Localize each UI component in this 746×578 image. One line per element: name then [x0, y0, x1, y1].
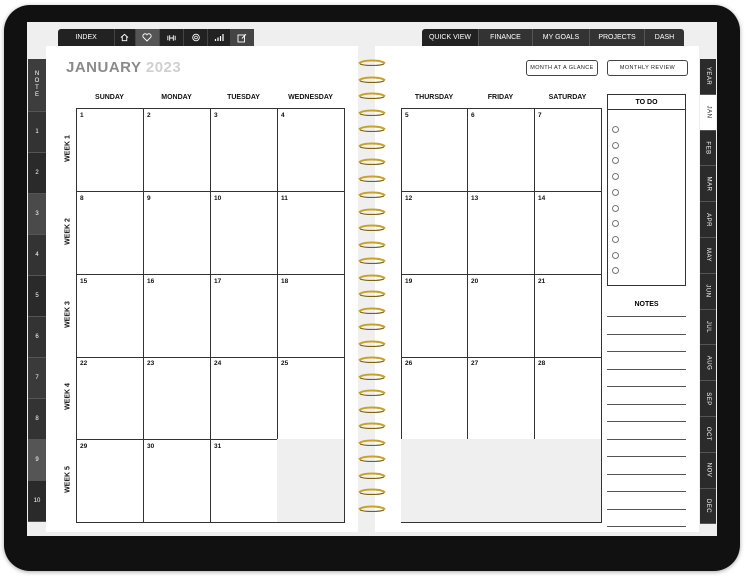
section-tab-4[interactable]: 4	[28, 235, 46, 276]
week-label: WEEK 5	[64, 465, 72, 493]
month-tab-label: NOV	[704, 462, 711, 478]
nav-tab-projects[interactable]: PROJECTS	[590, 29, 645, 46]
note-tab-letter: E	[34, 92, 39, 98]
year-label: 2023	[145, 59, 182, 76]
month-tab-mar[interactable]	[700, 166, 716, 202]
day-number: 27	[471, 360, 479, 367]
day-header-friday: FRIDAY	[487, 94, 514, 101]
day-number: 8	[80, 195, 84, 202]
day-number: 1	[80, 112, 84, 119]
day-cell[interactable]	[401, 108, 468, 192]
nav-tab-quick-view[interactable]: QUICK VIEW	[422, 29, 479, 46]
day-number: 25	[281, 360, 289, 367]
todo-checkbox[interactable]	[612, 142, 619, 149]
day-number: 2	[147, 112, 151, 119]
day-number: 10	[214, 195, 222, 202]
week-label: WEEK 1	[64, 134, 72, 162]
day-number: 13	[471, 195, 479, 202]
week-label: WEEK 4	[64, 382, 72, 410]
edit-note-icon	[237, 33, 247, 43]
day-cell[interactable]	[76, 439, 144, 523]
spiral-ring	[357, 268, 387, 275]
spiral-ring	[357, 284, 387, 291]
day-number: 29	[80, 443, 88, 450]
section-tab-5[interactable]: 5	[28, 276, 46, 317]
day-cell[interactable]	[534, 274, 602, 358]
heart-icon	[142, 33, 152, 42]
month-tab-feb[interactable]	[700, 131, 716, 167]
month-tab-dec[interactable]	[700, 489, 716, 525]
todo-checkbox[interactable]	[612, 205, 619, 212]
spiral-ring	[357, 367, 387, 374]
month-tab-jul[interactable]	[700, 310, 716, 346]
day-header-tuesday: TUESDAY	[227, 94, 260, 101]
note-tab-letter: O	[34, 78, 40, 84]
month-title	[66, 59, 181, 76]
todo-checkbox[interactable]	[612, 157, 619, 164]
day-number: 17	[214, 278, 222, 285]
day-number: 7	[538, 112, 542, 119]
dumbbell-icon	[166, 34, 177, 42]
todo-checkbox[interactable]	[612, 189, 619, 196]
month-tab-aug[interactable]	[700, 345, 716, 381]
spiral-ring	[357, 235, 387, 242]
month-tab-sep[interactable]	[700, 381, 716, 417]
section-tab-10[interactable]: 10	[28, 481, 46, 522]
spiral-ring	[357, 482, 387, 489]
meal-icon	[191, 33, 201, 42]
todo-checkbox[interactable]	[612, 236, 619, 243]
bar-chart-icon	[214, 33, 224, 42]
day-cell[interactable]	[277, 274, 345, 358]
day-number: 24	[214, 360, 222, 367]
month-tab-oct[interactable]	[700, 417, 716, 453]
day-cell[interactable]	[401, 439, 468, 523]
monthly-review-button[interactable]: MONTHLY REVIEW	[607, 60, 688, 76]
month-tab-label: JUL	[704, 320, 711, 334]
day-number: 18	[281, 278, 289, 285]
day-cell[interactable]	[467, 191, 535, 275]
day-cell[interactable]	[534, 108, 602, 192]
day-number: 30	[147, 443, 155, 450]
day-cell[interactable]	[277, 439, 345, 523]
spiral-ring	[357, 383, 387, 390]
day-cell[interactable]	[76, 356, 144, 440]
day-cell[interactable]	[401, 274, 468, 358]
section-tab-3[interactable]: 3	[28, 194, 46, 235]
month-tab-nov[interactable]	[700, 453, 716, 489]
note-line	[607, 404, 686, 405]
note-line	[607, 386, 686, 387]
note-line	[607, 456, 686, 457]
month-tab-label: JAN	[705, 105, 711, 119]
spiral-ring	[357, 70, 387, 77]
todo-checkbox[interactable]	[612, 267, 619, 274]
month-tab-label: FEB	[704, 141, 711, 155]
month-tab-label: MAY	[705, 248, 711, 263]
day-cell[interactable]	[210, 108, 278, 192]
day-number: 28	[538, 360, 546, 367]
section-tab-7[interactable]: 7	[28, 358, 46, 399]
spiral-ring	[357, 202, 387, 209]
day-cell[interactable]	[277, 356, 345, 440]
month-tab-label: MAR	[705, 176, 711, 192]
day-cell[interactable]	[467, 439, 535, 523]
bar-chart-tab[interactable]	[208, 29, 230, 46]
spiral-ring	[357, 416, 387, 423]
day-header-saturday: SATURDAY	[548, 94, 587, 101]
month-tab-jun[interactable]	[700, 274, 716, 310]
day-cell[interactable]	[76, 108, 144, 192]
spiral-ring	[357, 218, 387, 225]
spiral-ring	[357, 251, 387, 258]
day-number: 6	[471, 112, 475, 119]
todo-checkbox[interactable]	[612, 173, 619, 180]
spiral-ring	[357, 136, 387, 143]
note-line	[607, 526, 686, 527]
day-number: 19	[405, 278, 413, 285]
day-number: 16	[147, 278, 155, 285]
todo-checkbox[interactable]	[612, 220, 619, 227]
day-cell[interactable]	[143, 108, 211, 192]
day-header-monday: MONDAY	[161, 94, 192, 101]
day-cell[interactable]	[143, 356, 211, 440]
month-tab-label: AUG	[704, 355, 711, 371]
spiral-ring	[357, 86, 387, 93]
spiral-ring	[357, 350, 387, 357]
todo-checkbox[interactable]	[612, 252, 619, 259]
spiral-ring	[357, 301, 387, 308]
day-number: 5	[405, 112, 409, 119]
month-tab-label: SEP	[704, 391, 711, 406]
section-tab-9[interactable]: 9	[28, 440, 46, 481]
todo-title: TO DO	[608, 95, 685, 110]
heart-tab[interactable]	[136, 29, 160, 46]
section-tab-6[interactable]: 6	[28, 317, 46, 358]
meal-tab[interactable]	[184, 29, 208, 46]
day-header-thursday: THURSDAY	[414, 94, 454, 101]
month-name: JANUARY	[66, 59, 142, 76]
day-cell[interactable]	[467, 274, 535, 358]
day-number: 23	[147, 360, 155, 367]
notes-title: NOTES	[634, 301, 659, 308]
day-cell[interactable]	[534, 191, 602, 275]
day-cell[interactable]	[143, 191, 211, 275]
month-tab-label: OCT	[704, 427, 711, 442]
month-tab-label: YEAR	[705, 67, 711, 86]
note-line	[607, 474, 686, 475]
month-tab-jan[interactable]	[700, 95, 716, 131]
spiral-ring	[357, 400, 387, 407]
edit-note-tab[interactable]	[231, 29, 254, 46]
spiral-ring	[357, 185, 387, 192]
month-tab-apr[interactable]	[700, 202, 716, 238]
nav-tab-finance[interactable]: FINANCE	[479, 29, 533, 46]
nav-tab-my-goals[interactable]: MY GOALS	[533, 29, 590, 46]
note-line	[607, 369, 686, 370]
note-line	[607, 316, 686, 317]
note-line	[607, 421, 686, 422]
week-label: WEEK 2	[64, 217, 72, 245]
nav-tab-dash[interactable]: DASH	[645, 29, 684, 46]
day-number: 31	[214, 443, 222, 450]
day-number: 4	[281, 112, 285, 119]
note-line	[607, 491, 686, 492]
week-label: WEEK 3	[64, 300, 72, 328]
note-tab-letter: T	[35, 85, 39, 91]
spiral-ring	[357, 152, 387, 159]
month-tab-year[interactable]	[700, 59, 716, 95]
spiral-ring	[357, 449, 387, 456]
day-cell[interactable]	[210, 439, 278, 523]
day-cell[interactable]	[534, 439, 602, 523]
note-line	[607, 439, 686, 440]
spiral-ring	[357, 53, 387, 60]
spiral-ring	[357, 433, 387, 440]
day-cell[interactable]	[143, 439, 211, 523]
home-icon	[120, 33, 129, 42]
day-cell[interactable]	[210, 274, 278, 358]
day-number: 20	[471, 278, 479, 285]
section-tab-1[interactable]: 1	[28, 112, 46, 153]
home-tab[interactable]	[115, 29, 135, 46]
note-line	[607, 351, 686, 352]
month-tab-may[interactable]	[700, 238, 716, 274]
day-cell[interactable]	[277, 108, 345, 192]
spiral-ring	[357, 103, 387, 110]
day-cell[interactable]	[401, 191, 468, 275]
note-line	[607, 509, 686, 510]
note-tab-letter: N	[34, 71, 40, 77]
day-header-wednesday: WEDNESDAY	[288, 94, 333, 101]
month-tab-label: APR	[705, 212, 711, 227]
dumbbell-tab[interactable]	[160, 29, 184, 46]
day-cell[interactable]	[210, 191, 278, 275]
day-cell[interactable]	[76, 274, 144, 358]
day-header-sunday: SUNDAY	[95, 94, 124, 101]
top-nav-right	[422, 29, 686, 46]
day-number: 21	[538, 278, 546, 285]
day-cell[interactable]	[143, 274, 211, 358]
todo-list	[607, 94, 686, 286]
day-number: 15	[80, 278, 88, 285]
day-number: 14	[538, 195, 546, 202]
spiral-ring	[357, 317, 387, 324]
day-number: 22	[80, 360, 88, 367]
spiral-ring	[357, 466, 387, 473]
day-cell[interactable]	[277, 191, 345, 275]
day-cell[interactable]	[401, 356, 468, 440]
day-number: 11	[281, 195, 288, 202]
day-cell[interactable]	[534, 356, 602, 440]
day-cell[interactable]	[76, 191, 144, 275]
spiral-ring	[357, 334, 387, 341]
spiral-ring	[357, 119, 387, 126]
spiral-ring	[357, 169, 387, 176]
section-tab-8[interactable]: 8	[28, 399, 46, 440]
day-number: 26	[405, 360, 413, 367]
top-nav-left	[58, 29, 254, 46]
month-at-a-glance-button[interactable]: MONTH AT A GLANCE	[526, 60, 598, 76]
section-tab-2[interactable]: 2	[28, 153, 46, 194]
day-cell[interactable]	[210, 356, 278, 440]
day-cell[interactable]	[467, 108, 535, 192]
day-number: 9	[147, 195, 151, 202]
month-tab-label: DEC	[704, 498, 711, 514]
note-tab[interactable]	[28, 59, 46, 112]
index-tab[interactable]: INDEX	[58, 29, 115, 46]
day-number: 12	[405, 195, 413, 202]
spiral-ring	[357, 499, 387, 506]
month-tab-label: JUN	[704, 284, 711, 298]
note-line	[607, 334, 686, 335]
day-cell[interactable]	[467, 356, 535, 440]
todo-checkbox[interactable]	[612, 126, 619, 133]
day-number: 3	[214, 112, 218, 119]
